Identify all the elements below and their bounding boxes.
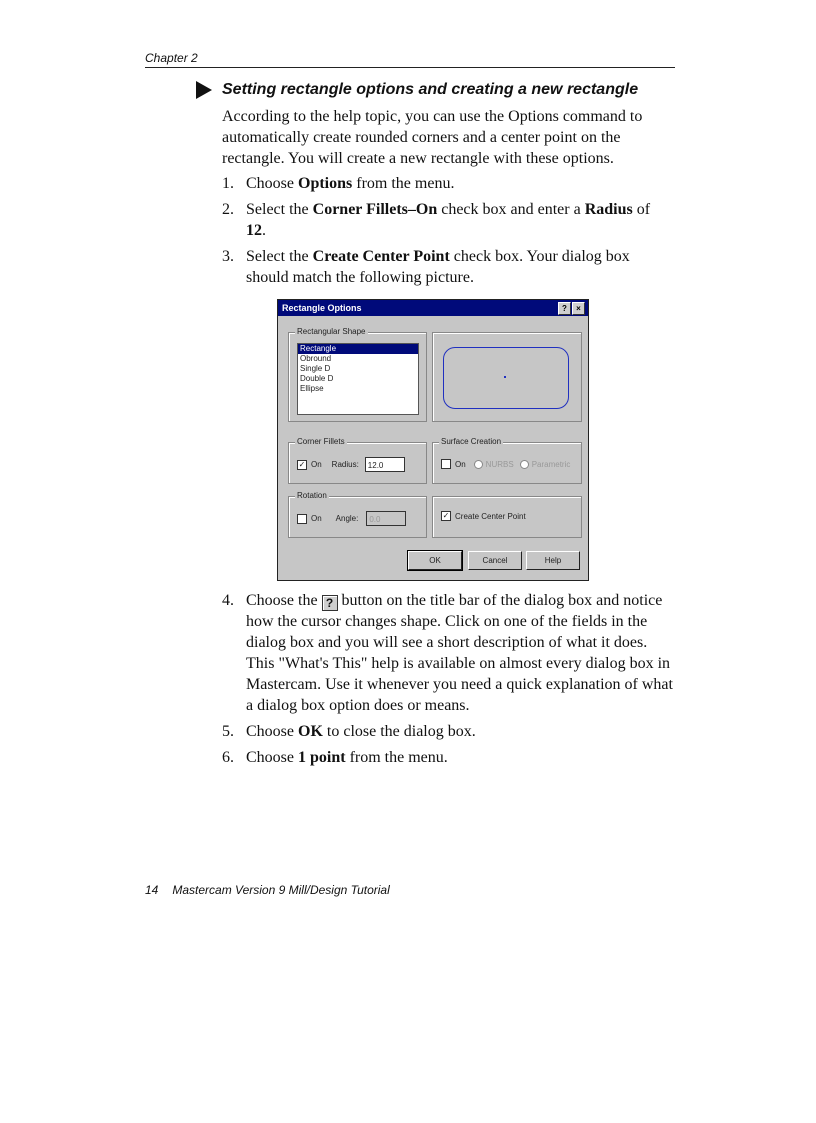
step-bold: Corner Fillets–On [312,201,438,218]
step-text: of [632,201,651,218]
triangle-bullet-icon [196,81,212,99]
step-number: 6. [222,749,234,766]
nurbs-label: NURBS [485,459,514,469]
shape-option-double-d[interactable]: Double D [300,374,334,383]
fillet-on-checkbox[interactable]: ✓ [298,459,306,469]
group-label: Corner Fillets [297,437,345,446]
shape-option-single-d[interactable]: Single D [300,364,331,373]
step-text: Choose [246,175,298,192]
step-bold: Options [298,175,353,192]
step-text: Select the [246,201,313,218]
whats-this-help-button[interactable]: ? [558,302,571,315]
step-4 [222,590,674,716]
rectangular-shape-group [288,327,427,422]
steps-list-1 [222,173,674,288]
group-label: Surface Creation [441,437,502,446]
angle-label: Angle: [335,514,359,523]
step-text: from the menu. [352,175,455,192]
shape-listbox[interactable] [297,343,419,415]
intro-paragraph: According to the help topic, you can use the Options command to automatically create rounded corners and a center point on the rectangle. You will create a new rectangle with these options. [222,108,643,167]
nurbs-radio[interactable] [474,460,483,469]
help-button[interactable]: Help [526,551,580,570]
step-text: to close the dialog box. [322,723,476,740]
rotation-group [288,491,427,538]
step-text: Choose [246,723,298,740]
group-label: Rotation [297,491,327,500]
shape-option-obround[interactable]: Obround [300,354,332,363]
surface-on-checkbox[interactable] [441,459,451,469]
step-number: 4. [222,592,234,609]
step-text: check box and enter a [437,201,585,218]
step-text: check box. Your dialog box should match the following picture. [246,248,630,286]
surface-on-label: On [455,459,466,469]
step-number: 3. [222,248,234,265]
corner-fillets-group [288,437,427,484]
step-bold: 1 point [298,749,346,766]
step-number: 5. [222,723,234,740]
rounded-rectangle-preview [443,347,569,409]
preview-group [432,332,582,422]
step-text: Choose the [246,592,322,609]
step-bold: 12 [246,222,262,239]
step-1 [222,173,674,194]
group-label: Rectangular Shape [297,327,366,336]
create-center-point-label: Create Center Point [455,511,526,521]
chapter-header: Chapter 2 [145,51,198,65]
step-text: . [262,222,266,239]
rotation-on-label: On [311,514,322,523]
fillet-on-label: On [311,460,322,469]
page-number: 14 [145,883,159,897]
center-point-dot [504,376,506,378]
whats-this-help-icon: ? [322,595,338,611]
step-number: 2. [222,201,234,218]
create-center-point-checkbox[interactable]: ✓ [442,511,450,520]
step-bold: OK [298,723,323,740]
step-text: Choose [246,749,298,766]
step-bold: Radius [584,201,633,218]
step-bold: Create Center Point [312,248,450,265]
shape-option-ellipse[interactable]: Ellipse [300,384,324,393]
rectangle-options-dialog [277,299,589,581]
dialog-title: Rectangle Options [282,303,362,313]
step-text: Select the [246,248,313,265]
step-text: from the menu. [345,749,448,766]
dialog-titlebar[interactable] [278,300,588,316]
ok-button[interactable]: OK [408,551,462,570]
radius-label: Radius: [331,460,359,469]
section-heading-text: Setting rectangle options and creating a new rectangle [222,81,639,98]
shape-option-rectangle[interactable]: Rectangle [298,344,418,354]
close-button[interactable]: × [572,302,585,315]
parametric-label: Parametric [531,459,571,469]
cancel-button[interactable]: Cancel [468,551,522,570]
parametric-radio[interactable] [520,460,529,469]
step-6 [222,747,674,768]
surface-creation-group [432,437,582,484]
step-5 [222,721,674,742]
step-number: 1. [222,175,234,192]
book-title: Mastercam Version 9 Mill/Design Tutorial [172,883,390,897]
steps-list-2 [222,590,674,768]
section-heading [196,81,638,99]
step-3 [222,246,674,288]
step-2 [222,199,674,241]
header-rule [145,67,675,68]
step-text: button on the title bar of the dialog box and notice how the cursor changes shape. Click on one of the fields in the dialog box and you will see a short description of what it does. This "What's This" help is available on almost every dialog box in Mastercam. Use it whenever you need a quick explanation of what a dialog box option does or means. [246,592,673,714]
angle-input[interactable]: 0.0 [366,511,406,526]
center-point-group [432,496,582,538]
rotation-on-checkbox[interactable] [297,514,307,524]
page-footer [145,883,390,897]
radius-input[interactable]: 12.0 [365,457,405,472]
